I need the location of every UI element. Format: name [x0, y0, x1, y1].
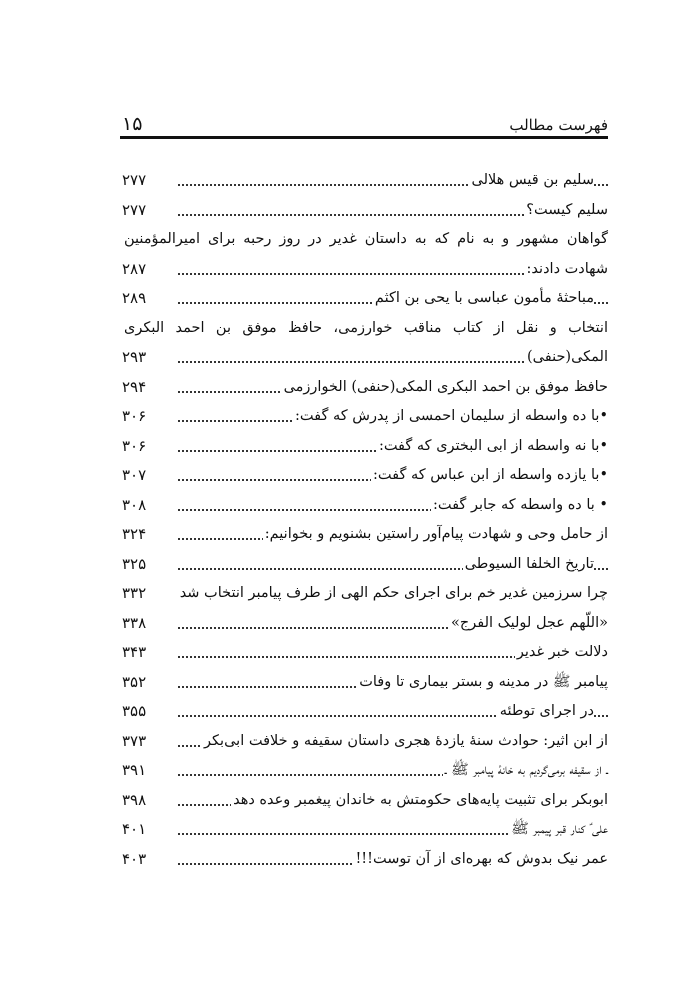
toc-entry	[122, 550, 608, 580]
toc-entry-title: ابوبکر برای تثبیت پایه‌های حکومتش به خاندان پیغمبر وعده دهد	[231, 786, 608, 816]
toc-entry-page: ۳۹۱	[122, 756, 148, 786]
toc-entry-page: ۳۹۸	[122, 786, 148, 816]
toc-entry	[122, 343, 608, 373]
toc-entry	[122, 461, 608, 491]
toc-entry	[122, 284, 608, 314]
toc-entry	[122, 225, 608, 255]
toc-entry-title: سلیم کیست؟	[524, 196, 608, 226]
toc-entry	[122, 697, 608, 727]
toc-entry	[122, 579, 608, 609]
toc-entry-page: ۳۵۲	[122, 668, 148, 698]
page-header	[122, 113, 608, 136]
toc-entry	[122, 196, 608, 226]
toc-entry	[122, 786, 608, 816]
toc-entry-page: ۳۲۵	[122, 550, 148, 580]
toc-entry-page: ۳۷۳	[122, 727, 148, 757]
toc-entry-title: ـ از سقیفه برمی‌گردیم به خانهٔ پیامبر ﷺ ـ	[443, 756, 608, 786]
toc-entry-title: گواهان مشهور و به نام که به داستان غدیر در روز رحبه برای امیرالمؤمنین	[122, 225, 608, 255]
toc-entry-page: ۲۹۳	[122, 343, 148, 373]
toc-entry-title: • با ده واسطه که جابر گفت:	[431, 491, 608, 521]
toc-entry-page: ۲۹۴	[122, 373, 148, 403]
toc-entry-page: ۲۸۹	[122, 284, 148, 314]
toc-entry-title: از حامل وحی و شهادت پیام‌آور راستین بشنویم و بخوانیم:	[263, 520, 608, 550]
toc-entry	[122, 432, 608, 462]
toc-entry	[122, 609, 608, 639]
toc-entry-page: ۲۸۷	[122, 255, 148, 285]
toc-entry	[122, 756, 608, 786]
toc-entry	[122, 845, 608, 875]
toc-entry-page: ۲۷۷	[122, 196, 148, 226]
running-title: فهرست مطالب	[509, 116, 608, 134]
toc-entry-page: ۴۰۳	[122, 845, 148, 875]
toc-entry	[122, 314, 608, 344]
toc-entry-title: علی ؑ کنار قبر پیمبر ﷺ	[509, 815, 608, 845]
toc-entry-title: المکی(حنفی)	[525, 343, 608, 373]
toc-entry-title: عمر نیک بدوش که بهره‌ای از آن توست!!!	[353, 845, 608, 875]
toc-entry-title: پیامبر ﷺ در مدینه و بستر بیماری تا وفات	[357, 668, 608, 698]
toc-entry-title: مباحثهٔ مأمون عباسی با یحی بن اکثم	[373, 284, 594, 314]
toc-entry-title: سلیم بن قیس هلالی	[470, 166, 594, 196]
toc-entry-page: ۳۳۸	[122, 609, 148, 639]
page-number: ۱۵	[122, 113, 143, 135]
toc-entry-page: ۳۰۶	[122, 402, 148, 432]
toc-entry-page: ۳۰۸	[122, 491, 148, 521]
toc-entry	[122, 815, 608, 845]
toc-entry-title: شهادت دادند:	[525, 255, 608, 285]
toc-entry-page: ۳۰۶	[122, 432, 148, 462]
toc-entry	[122, 727, 608, 757]
toc-entry	[122, 638, 608, 668]
toc-entry	[122, 668, 608, 698]
toc-entry	[122, 520, 608, 550]
toc-entry-title: تاریخ الخلفا السیوطی	[463, 550, 594, 580]
header-rule	[120, 136, 608, 139]
toc-entry-title: دلالت خبر غدیر	[515, 638, 608, 668]
toc-entry-page: ۴۰۱	[122, 815, 148, 845]
toc-entry	[122, 166, 608, 196]
toc-entry	[122, 373, 608, 403]
toc-entry-title: «اللّهم عجل لولیک الفرج»	[449, 609, 608, 639]
toc-entry-page: ۳۲۴	[122, 520, 148, 550]
table-of-contents	[122, 166, 608, 874]
toc-entry-page: ۳۵۵	[122, 697, 148, 727]
toc-entry	[122, 491, 608, 521]
toc-entry-title: از ابن اثیر: حوادث سنهٔ یازدهٔ هجری داستان سقیفه و خلافت ابی‌بکر	[202, 727, 608, 757]
toc-entry-title: •با یازده واسطه از ابن عباس که گفت:	[371, 461, 608, 491]
toc-entry	[122, 402, 608, 432]
toc-entry-title: چرا سرزمین غدیر خم برای اجرای حکم الهی از طرف پیامبر انتخاب شد	[178, 579, 608, 609]
toc-entry-title: حافظ موفق بن احمد البکری المکی(حنفی) الخوارزمی	[282, 373, 608, 403]
toc-entry-page: ۳۳۲	[122, 579, 148, 609]
toc-entry-page: ۳۴۳	[122, 638, 148, 668]
toc-entry-title: •با ده واسطه از سلیمان احمسی از پدرش که گفت:	[293, 402, 608, 432]
toc-entry-page: ۲۷۷	[122, 166, 148, 196]
toc-entry-page: ۳۰۷	[122, 461, 148, 491]
toc-entry-title: در اجرای توطئه	[498, 697, 594, 727]
toc-entry-title: انتخاب و نقل از کتاب مناقب خوارزمی، حافظ موفق بن احمد البکری	[122, 314, 608, 344]
toc-entry	[122, 255, 608, 285]
toc-entry-title: •با نه واسطه از ابی البختری که گفت:	[377, 432, 608, 462]
